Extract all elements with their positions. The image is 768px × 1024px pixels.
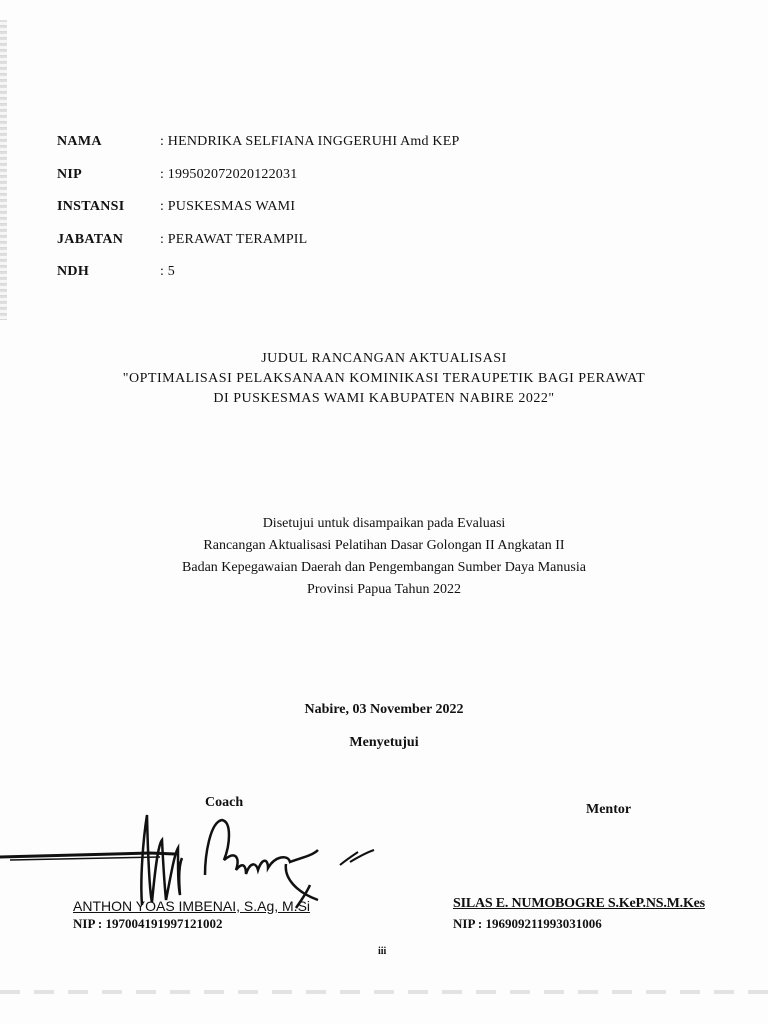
approval-statement: [0, 513, 768, 601]
identity-label: NAMA: [57, 134, 102, 149]
identity-row-instansi: [57, 199, 459, 232]
identity-table: [57, 134, 459, 297]
identity-label: NDH: [57, 264, 90, 279]
approval-line: Badan Kepegawaian Daerah dan Pengembangan Sumber Daya Manusia: [182, 560, 586, 575]
approved-label: Menyetujui: [349, 735, 419, 750]
identity-row-jabatan: [57, 232, 459, 265]
identity-label: INSTANSI: [57, 199, 125, 214]
identity-row-nip: [57, 167, 459, 200]
identity-value: : PERAWAT TERAMPIL: [160, 231, 308, 247]
mentor-label: Mentor: [586, 802, 632, 817]
coach-name: ANTHON YOAS IMBENAI, S.Ag, M.Si: [73, 898, 311, 914]
approval-line: Provinsi Papua Tahun 2022: [307, 582, 461, 597]
title-line: "OPTIMALISASI PELAKSANAAN KOMINIKASI TERAUPETIK BAGI PERAWAT: [122, 371, 646, 386]
title-line: DI PUSKESMAS WAMI KABUPATEN NABIRE 2022": [213, 391, 555, 406]
approval-line: Rancangan Aktualisasi Pelatihan Dasar Golongan II Angkatan II: [203, 538, 565, 553]
place-date: Nabire, 03 November 2022: [304, 702, 464, 717]
document-title: [0, 349, 768, 409]
identity-value: : 199502072020122031: [160, 166, 298, 182]
scan-bottom-artifact: [0, 990, 768, 994]
identity-label: JABATAN: [57, 231, 124, 247]
page-number: iii: [378, 946, 387, 957]
mentor-nip: NIP : 196909211993031006: [453, 916, 602, 931]
identity-label: NIP: [57, 166, 83, 182]
approval-line: Disetujui untuk disampaikan pada Evaluasi: [262, 516, 506, 531]
title-heading: JUDUL RANCANGAN AKTUALISASI: [261, 351, 507, 366]
identity-value: : 5: [160, 264, 175, 279]
identity-value: : HENDRIKA SELFIANA INGGERUHI Amd KEP: [160, 134, 460, 149]
coach-nip: NIP : 197004191997121002: [73, 916, 223, 931]
mentor-name: SILAS E. NUMOBOGRE S.KeP.NS.M.Kes: [453, 896, 705, 911]
scan-edge-artifact: [0, 20, 7, 320]
identity-value: : PUSKESMAS WAMI: [160, 199, 296, 214]
coach-label: Coach: [205, 795, 244, 810]
identity-row-ndh: [57, 264, 459, 297]
identity-row-nama: [57, 134, 459, 167]
